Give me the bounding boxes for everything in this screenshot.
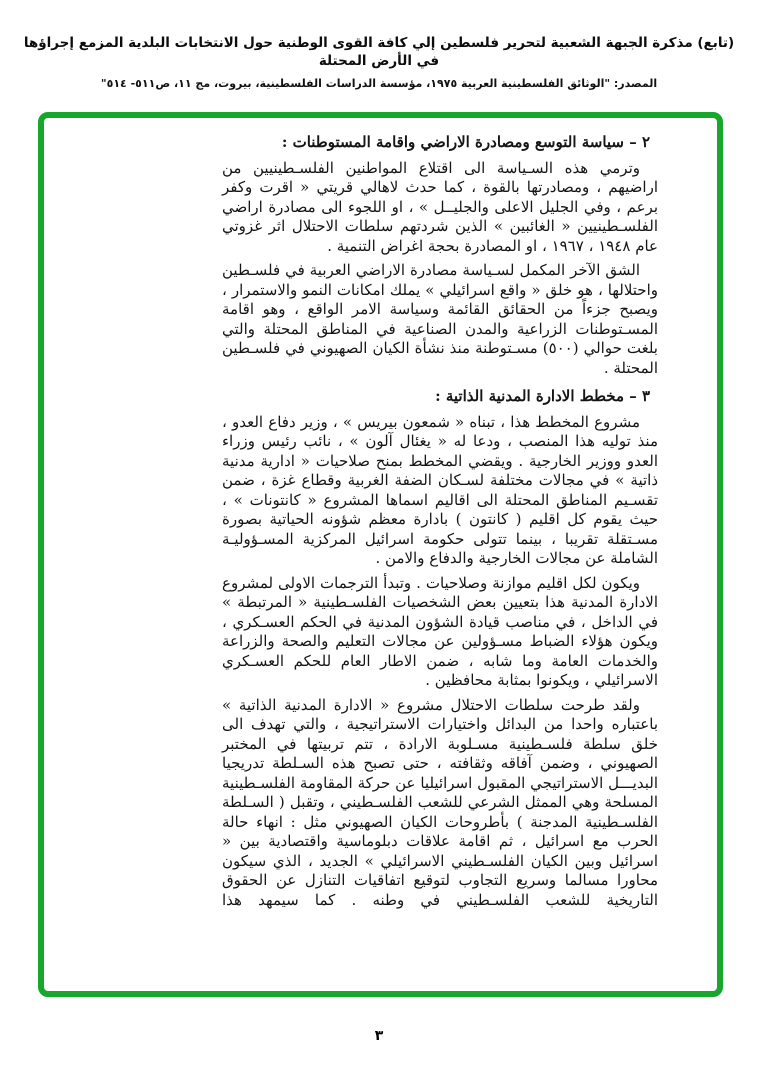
body-paragraph: مشروع المخطط هذا ، تبناه « شمعون بيريس » ، وزير دفاع العدو ، منذ توليه هذا المنصب ، ودعا له « يغئال آلون » ، نائب رئيس وزراء العدو ووزير الخارجية . ويقضي المخطط بمنح صلاحيات « ادارية مدنية ذاتية » في مجالات مختلفة لسـكان الضفة الغربية وقطاع غزة ، ضمن تقسـيم المناطق المحتلة الى اقاليم اسماها المشروع « كانتونات » ، حيث يقوم كل اقليم ( كانتون ) بادارة معظم شؤونه الحياتية بصورة مسـتقلة تقريبا ، بينما تتولى حكومة اسرائيل المركزية المسـؤوليـة الشاملة عن مجالات الخارجية والدفاع والامن . [222,412,658,567]
body-paragraph: الشق الآخر المكمل لسـياسة مصادرة الاراضي العربية في فلسـطين واحتلالها ، هو خلق « واقع اسرائيلي » يملك امكانات النمو والاستمرار ، ويصبح جزءاً من الحقائق القائمة وسياسة الامر الواقع ، وهو اقامة المسـتوطنات الزراعية والمدن الصناعية في المناطق المحتلة والتي بلغت حوالي (٥٠٠) مسـتوطنة منذ نشأة الكيان الصهيوني في فلسـطين المحتلة . [222,261,658,377]
document-header [20,34,738,90]
section-heading: ٣ – مخطط الادارة المدنية الذاتية : [435,387,650,405]
body-paragraph: وترمي هذه السـياسة الى اقتلاع المواطنين الفلسـطينيين من اراضيهم ، ومصادرتها بالقوة ، كما حدث لاهالي قريتي « اقرت وكفر برعم ، وفي الجليل الاعلى والجليــل » ، او اللجوء الى مصادرة اراضي الفلسـطينيين « الغائبين » الذين شردتهم سلطات الاحتلال اثر غزوتي عام ١٩٤٨ ، ١٩٦٧ ، او المصادرة بحجة اغراض التنمية . [222,158,658,255]
header-citation-source: المصدر: "الوثائق الفلسطينية العربية ١٩٧٥، مؤسسة الدراسات الفلسطينية، بيروت، مج ١١، ص٥١١- ٥١٤" [100,77,658,91]
section-heading: ٢ – سياسة التوسع ومصادرة الاراضي واقامة المستوطنات : [281,133,650,151]
body-paragraph: ولقد طرحت سلطات الاحتلال مشروع « الادارة المدنية الذاتية » باعتباره واحدا من البدائل واختيارات الاستراتيجية ، والتي تهدف الى خلق سلطة فلسـطينية مسـلوبة الارادة ، تتم تربيتها في المختبر الصهيوني ، وضمن آفاقه وثقافته ، حتى تصبح هذه السـلطة تدريجيا البديـــل الاستراتيجي المقبول اسرائيليا عن حركة المقاومة الفلسـطينية المسلحة وهي الممثل الشرعي للشعب الفلسـطيني ، وتقبل ( السـلطة الفلسـطينية المدجنة ) بأطروحات الكيان الصهيوني مثل : انهاء حالة الحرب مع اسرائيل ، ثم اقامة علاقات دبلوماسية واقتصادية بين « اسرائيل وبين الكيان الفلسـطيني الاسرائيلي » الجديد ، الذي سيكون محاورا مسالما وسريع التجاوب لتوقيع اتفاقيات التنازل عن الحقوق التاريخية للشعب الفلسـطيني في وطنه . كما سيمهد هذا [222,695,658,909]
header-citation-title: (تابع) مذكرة الجبهة الشعبية لتحرير فلسطين إلي كافة القوى الوطنية حول الانتخابات البلدية المزمع إجراؤها في الأرض المحتلة [23,35,735,70]
page-number: ٣ [374,1028,384,1044]
body-paragraph: ويكون لكل اقليم موازنة وصلاحيات . وتبدأ الترجمات الاولى لمشروع الادارة المدنية هذا بتعيين بعض الشخصيات الفلسـطينية « المرتبطة » في الداخل ، في مناصب قيادة الشؤون المدنية في الحكم العسـكري ، ويكون هؤلاء الضباط مسـؤولين عن مجالات التعليم والصحة والزراعة والخدمات العامة وما شابه ، ضمن الاطار العام للحكم العسـكري الاسرائيلي ، ويكونوا بمثابة محافظين . [222,573,658,689]
document-text [222,133,658,915]
